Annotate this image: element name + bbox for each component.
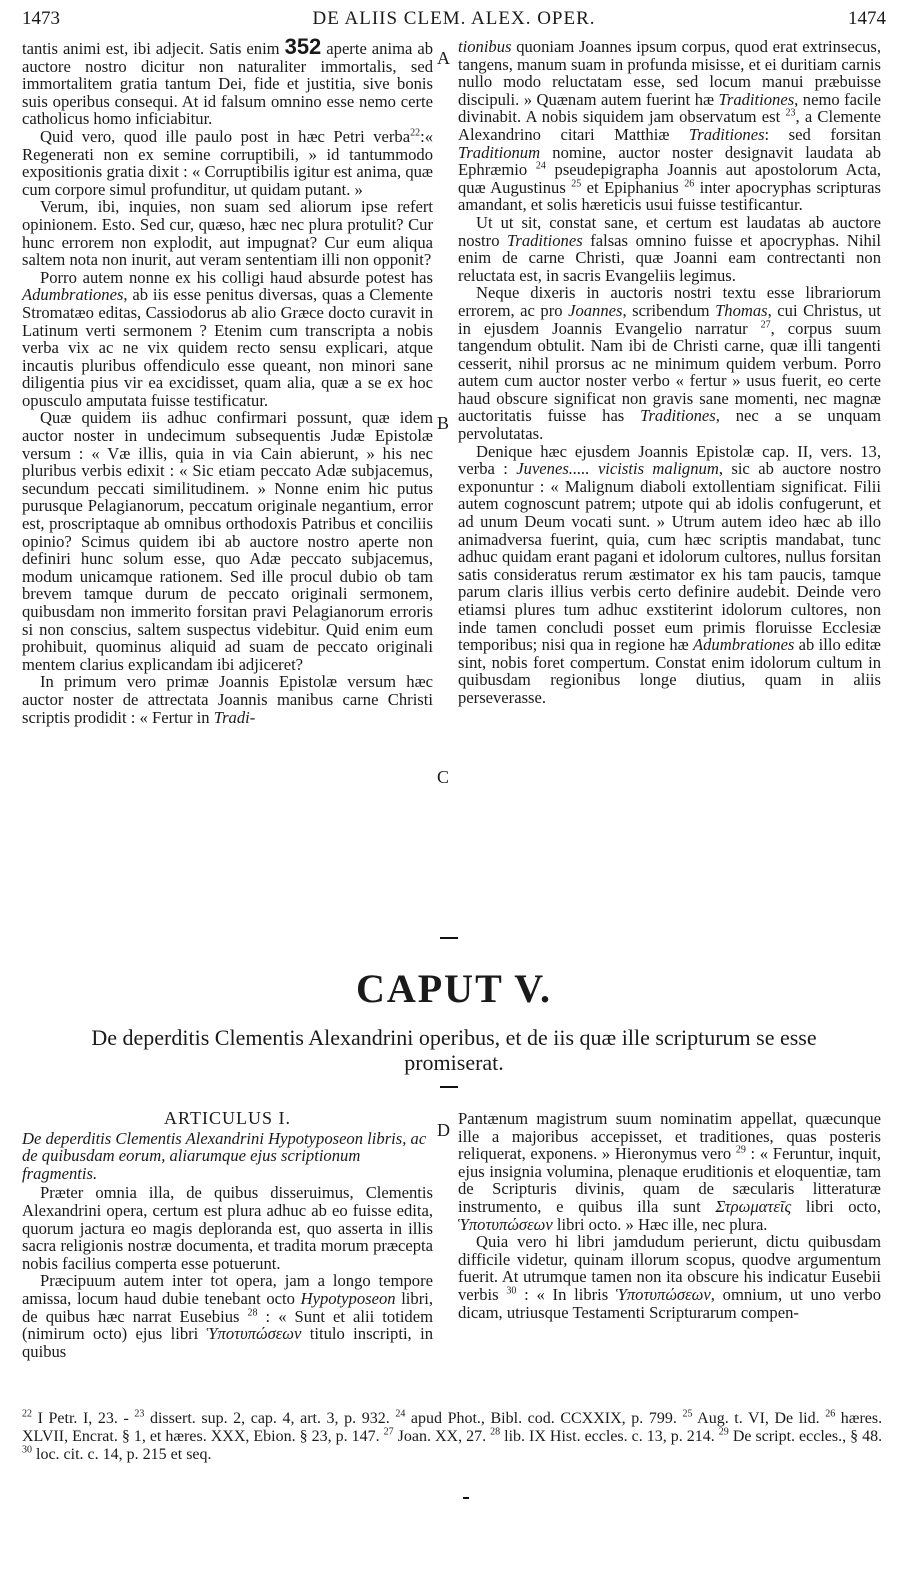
paragraph: Præter omnia illa, de quibus disseruimus, Clementis Alexandrini opera, certum est plura adhuc ab eo fuisse edita, quorum jactura eo magis deploranda est, quo asserta in illis sacra religionis nostræ documenta, et tradita morum præcepta nobis facilius comperta esse potuerunt. (22, 1183, 433, 1273)
footnote: $^{28}$ lib. IX Hist. eccles. c. 13, p. 214. (490, 1426, 715, 1445)
margin-number: 352 (284, 34, 322, 59)
footnote: $^{23}$ dissert. sup. 2, cap. 4, art. 3, p. 932. (134, 1408, 390, 1427)
paragraph: Porro autem nonne ex his colligi haud absurde potest has Adumbrationes, ab iis esse penitus diversas, quas a Clemente Stromatæo editas, Cassiodorus ab alio Græce docto curavit in Latinum verti sermonem ? Etenim cum transcripta a nobis verba vix ac ne vix quidem recto sensu explicari, atque incautis pluribus offendiculo esse queant, non minori sane diligentia pius vir ea excidisset, quam alia, quæ a se ex hoc opusculo amputata fuisse testificatur. (22, 267, 433, 410)
bottom-right-column (458, 1110, 881, 1321)
paragraph: Quid vero, quod ille paulo post in hæc Petri verba$^{22}$:« Regenerati non ex semine corruptibili, » id tantummodo expositionis gratia dixit : « Corruptibilis igitur est anima, quæ cum corpore simul profunditur, ut quidam putant. » (22, 126, 433, 199)
paragraph: Denique hæc ejusdem Joannis Epistolæ cap. II, vers. 13, verba : Juvenes..... vicistis malignum, sic ab auctore nostro exponuntur : « Malignum diaboli extollentiam significat. Filii autem cognoscunt patrem; utpote qui ab idolis confugerunt, et ad unum Deum vocati sunt. » Utrum autem ideo hæc ab illo animadversa fuerint, quia, cum hæc scriptis mandabat, tunc adhuc quidam erant pagani et idolorum cultores, nullus forsitan satis consideratus rerum æstimator ex his tam paucis, tamque parum claris illius verbis certo definire audebit. Deinde vero etiamsi plures tum adhuc exstiterint idolorum cultores, non inde tamen concludi posset eum primis floruisse Ecclesiæ temporibus; nisi qua in regione hæ Adumbrationes ab illo editæ sint, nobis foret compertum. Constat enim idolorum cultum in quibusdam regionibus longe diutius, quam in aliis perseverasse. (458, 441, 882, 707)
paragraph: Verum, ibi, inquies, non suam sed aliorum ipse refert opinionem. Esto. Sed cur, quæso, hæc nec plura protulit? Cur hunc errorem non explodit, aut impugnat? Cur eum aliqua saltem nota non inurit, aut veram sententiam illi non opponit? (22, 197, 433, 270)
page-number-left: 1473 (22, 8, 60, 29)
chapter-subtitle: De deperditis Clementis Alexandrini operibus, et de iis quæ ille scripturum se esse promiserat. (91, 1025, 817, 1075)
top-left-column (22, 34, 433, 727)
footnote: $^{29}$ De script. eccles., § 48. (718, 1426, 883, 1445)
article-heading: ARTICULUS I. (164, 1108, 291, 1128)
paragraph: Quia vero hi libri jamdudum perierunt, dictu quibusdam difficile videtur, quinam illorum scopus, quodve argumentum fuerit. At utrumque tamen non ita obscure his indicatur Eusebii verbis $^{30}$ : « In libris Ὑποτυπώσεων, omnium, ut uno verbo dicam, utriusque Testamenti Scripturarum compen- (458, 1232, 881, 1322)
running-header (0, 8, 908, 34)
paragraph: Ut ut sit, constat sane, et certum est laudatas ab auctore nostro Traditiones falsas omnino fuisse et apocryphas. Nihil enim de carne Christi, quæ Joanni eam contrectanti non reluctata est, in sacris Evangeliis legimus. (458, 212, 881, 285)
paragraph: Præcipuum autem inter tot opera, jam a longo tempore amissa, locum haud dubie tenebant octo Hypotyposeon libri, de quibus hæc narrat Eusebius $^{28}$ : « Sunt et alii totidem (nimirum octo) ejus libri Ὑποτυπώσεων titulo inscripti, in quibus (22, 1271, 434, 1361)
marker-b: B (437, 413, 450, 433)
bottom-left-column (22, 1110, 433, 1360)
paragraph: In primum vero primæ Joannis Epistolæ versum hæc auctor noster de attrectata Joannis manibus carne Christi scriptis prodidit : « Fertur in Tradi- (22, 672, 433, 727)
marker-c: C (437, 767, 450, 787)
footnote: $^{26}$ hæres. XLVII, Encrat. § 1, et hæres. XXX, Ebion. § 23, p. 147. (22, 1408, 883, 1445)
article-title: De deperditis Clementis Alexandrini Hypotyposeon libris, ac de quibusdam eorum, aliarumque ejus scriptionum fragmentis. (22, 1128, 427, 1183)
footnote: $^{30}$ loc. cit. c. 14, p. 215 et seq. (22, 1444, 212, 1463)
chapter-title: CAPUT V. (355, 966, 553, 1011)
section-divider (440, 1086, 458, 1088)
paragraph: Quæ quidem iis adhuc confirmari possunt, quæ idem auctor noster in undecimum subsequentis Judæ Epistolæ versum : « Væ illis, quia in via Cain abierunt, » his nec pluribus verbis edixit : « Sic etiam peccato Adæ subjacemus, secundum peccati similitudinem. » Nonne enim hic putus purusque Pelagianorum, peccatum originale negantium, error est, proscriptaque ab omnibus orthodoxis Patribus et conciliis opinio? Scimus quidem ibi ab auctore nostro aperte non definiri hunc solum esse, quo Adæ peccato subjacemus, modum unicamque rationem. Sed ille procul dubio ob tam brevem tamque durum de peccato originali sermonem, quibusdam non immerito forsitan pravi Pelagianorum erroris si non conscius, saltem suspectus videbitur. Quid enim eum prohibuit, quominus aliquid ad suam de peccato originali mentem clarius explicandam ibi adjiceret? (22, 408, 433, 674)
footnote: $^{22}$ I Petr. I, 23. (22, 1408, 118, 1427)
top-right-column (458, 38, 881, 707)
footnote: $^{25}$ Aug. t. VI, De lid. (682, 1408, 820, 1427)
footnotes: $^{22}$ I Petr. I, 23. - $^{23}$ dissert. sup. 2, cap. 4, art. 3, p. 932. $^{24}$ apud Phot., Bibl. cod. CCXXIX, p. 799. $^{25}$ Aug. t. VI, De lid. $^{26}$ hæres. XLVII, Encrat. § 1, et hæres. XXX, Ebion. § 23, p. 147. $^{27}$ Joan. XX, 27. $^{28}$ lib. IX Hist. eccles. c. 13, p. 214. $^{29}$ De script. eccles., § 48. $^{30}$ loc. cit. c. 14, p. 215 et seq. (22, 1408, 883, 1463)
section-divider (440, 937, 458, 939)
running-title: DE ALIIS CLEM. ALEX. OPER. (312, 8, 596, 29)
page-number-right: 1474 (848, 8, 886, 29)
paragraph: Neque dixeris in auctoris nostri textu esse librariorum errorem, ac pro Joannes, scribendum Thomas, cui Christus, ut in ejusdem Joannis Evangelio narratur $^{27}$, corpus suum tangendum obtulit. Nam ibi de Christi carne, quæ illi tangenti cesserit, nihil prorsus ac ne minimum quidem verbum. Porro autem cum auctor noster verbo « fertur » usus fuerit, eo certe haud obscure significat non gravis sane momenti, nec magnæ auctoritatis fuisse has Traditiones, nec a se unquam pervolutatas. (458, 283, 881, 444)
footnote: $^{27}$ Joan. XX, 27. (383, 1426, 487, 1445)
paragraph: tionibus quoniam Joannes ipsum corpus, quod erat extrinsecus, tangens, manum suam in profunda misisse, et ei duritiam carnis nullo modo reluctatam esse, sed locum manui præbuisse discipuli. » Quænam autem fuerint hæ Traditiones, nemo facile divinabit. A nobis siquidem jam observatum est $^{23}$, a Clemente Alexandrino citari Matthiæ Traditiones: sed forsitan Traditionum nomine, auctor noster designavit laudata ab Ephræmio $^{24}$ pseudepigrapha Joannis aut apostolorum Acta, quæ Augustinus $^{25}$ et Epiphanius $^{26}$ inter apocryphas scripturas amandant, et solis hæreticis usui fuisse testificantur. (458, 37, 882, 215)
footnote: $^{24}$ apud Phot., Bibl. cod. CCXXIX, p. 799. (395, 1408, 677, 1427)
paragraph: Pantænum magistrum suum nominatim appellat, quæcunque ille a majoribus accepisset, et traditiones, quas posteris reliquerat, exponens. » Hieronymus vero $^{29}$ : « Feruntur, inquit, ejus insignia volumina, plenaque eruditionis et eloquentiæ, tam de Scripturis divinis, quam de sæcularis litteraturæ instrumento, e quibus illa sunt Στρωματεῖς libri octo, Ὑποτυπώσεων libri octo. » Hæc ille, nec plura. (458, 1109, 881, 1234)
marker-a: A (437, 48, 450, 68)
page-end-mark (463, 1497, 469, 1499)
marker-d: D (437, 1120, 450, 1140)
paragraph: tantis animi est, ibi adjecit. Satis enim 352 aperte anima ab auctore nostro dicitur non naturaliter immortalis, sed immortalitem gratia tantum Dei, fide et justitia, sive bonis suis operibus consequi. At id falsum omnino esse nemo certe catholicus homo inficiabitur. (22, 34, 433, 129)
